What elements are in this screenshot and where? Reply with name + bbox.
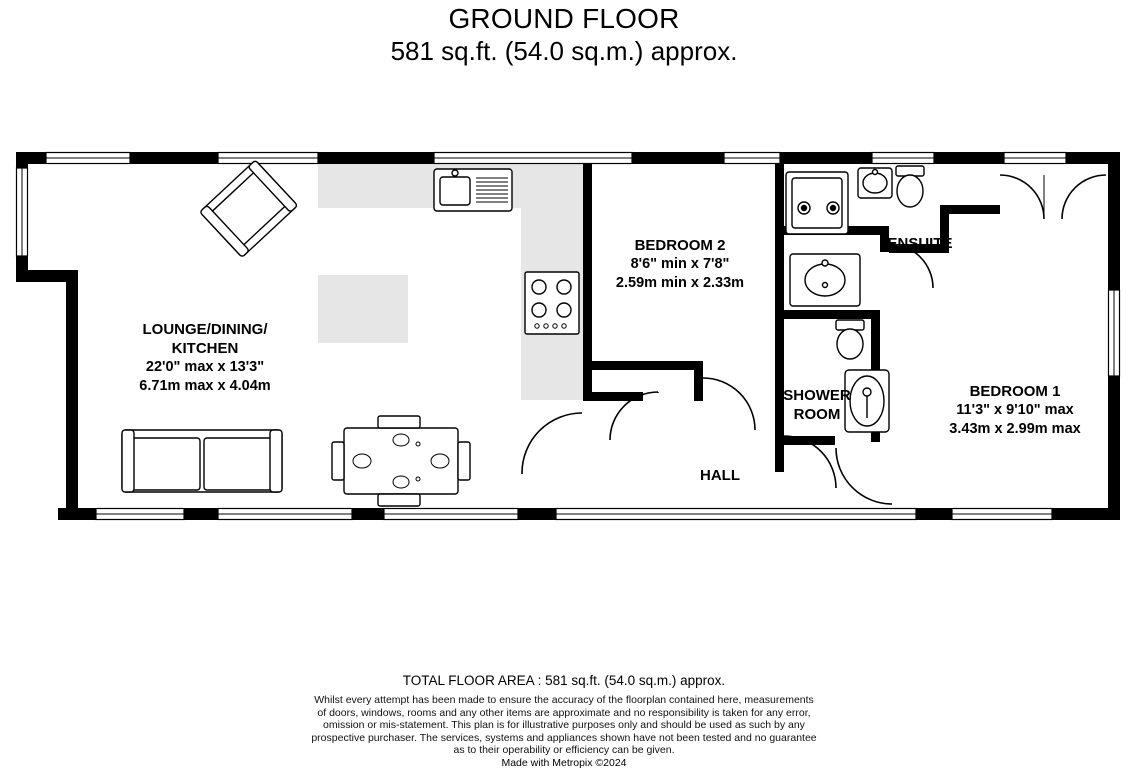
total-floor-area: TOTAL FLOOR AREA : 581 sq.ft. (54.0 sq.m.) approx. — [402, 673, 726, 688]
room-label-shower-room — [762, 386, 872, 424]
ensuite-name: ENSUITE — [887, 235, 953, 252]
bedroom2-dim-metric: 2.59m min x 2.33m — [615, 275, 745, 291]
disclaimer-line-3: omission or mis-statement. This plan is for illustrative purposes only and should be used as such by any — [323, 719, 805, 732]
floorplan-header — [0, 0, 1128, 67]
shower-room-basin-icon — [790, 254, 860, 306]
dining-table-icon — [332, 416, 470, 506]
bedroom1-dim-metric: 3.43m x 2.99m max — [949, 421, 1081, 437]
shower-name-line1: SHOWER — [783, 387, 851, 404]
bedroom2-dim-imperial: 8'6" min x 7'8" — [630, 256, 730, 272]
floor-area-subtitle: 581 sq.ft. (54.0 sq.m.) approx. — [390, 36, 738, 66]
lounge-name-line2: KITCHEN — [171, 340, 239, 357]
lounge-name-line1: LOUNGE/DINING/ — [142, 321, 268, 338]
room-label-hall — [660, 466, 780, 485]
disclaimer-line-1: Whilst every attempt has been made to ensure the accuracy of the floorplan contained here, measurements — [314, 694, 814, 706]
room-label-bedroom1 — [900, 382, 1128, 439]
room-label-ensuite — [855, 234, 985, 253]
disclaimer-line-5: as to their operability or efficiency can be given. — [453, 744, 675, 757]
sofa-icon — [122, 430, 282, 492]
disclaimer-line-2: of doors, windows, rooms and any other items are approximate and no responsibility is taken for any error, — [317, 706, 811, 719]
kitchen-sink-icon — [434, 169, 512, 211]
room-label-lounge — [80, 320, 330, 396]
hall-name: HALL — [700, 467, 740, 484]
bedroom1-dim-imperial: 11'3" x 9'10" max — [956, 402, 1074, 418]
bedroom2-name: BEDROOM 2 — [634, 237, 726, 254]
page-title: GROUND FLOOR — [448, 3, 680, 34]
disclaimer-line-4: prospective purchaser. The services, systems and appliances shown have not been tested and no guarantee — [311, 731, 817, 744]
bedroom1-name: BEDROOM 1 — [969, 383, 1061, 400]
made-with-credit: Made with Metropix ©2024 — [501, 756, 627, 769]
window-opening-left — [17, 168, 28, 256]
window-opening-right — [1109, 290, 1120, 376]
window-openings-bottom — [96, 509, 1052, 520]
floorplan-footer — [0, 672, 1128, 770]
shower-name-line2: ROOM — [793, 406, 841, 423]
ensuite-toilet-icon — [896, 166, 924, 207]
armchair-icon — [200, 160, 298, 257]
ensuite-shower-icon — [786, 172, 848, 234]
room-label-bedroom2 — [560, 236, 800, 293]
shower-room-toilet-icon — [836, 320, 864, 359]
ensuite-basin-icon — [858, 168, 892, 198]
lounge-dim-imperial: 22'0" max x 13'3" — [145, 359, 265, 375]
lounge-dim-metric: 6.71m max x 4.04m — [139, 378, 271, 394]
